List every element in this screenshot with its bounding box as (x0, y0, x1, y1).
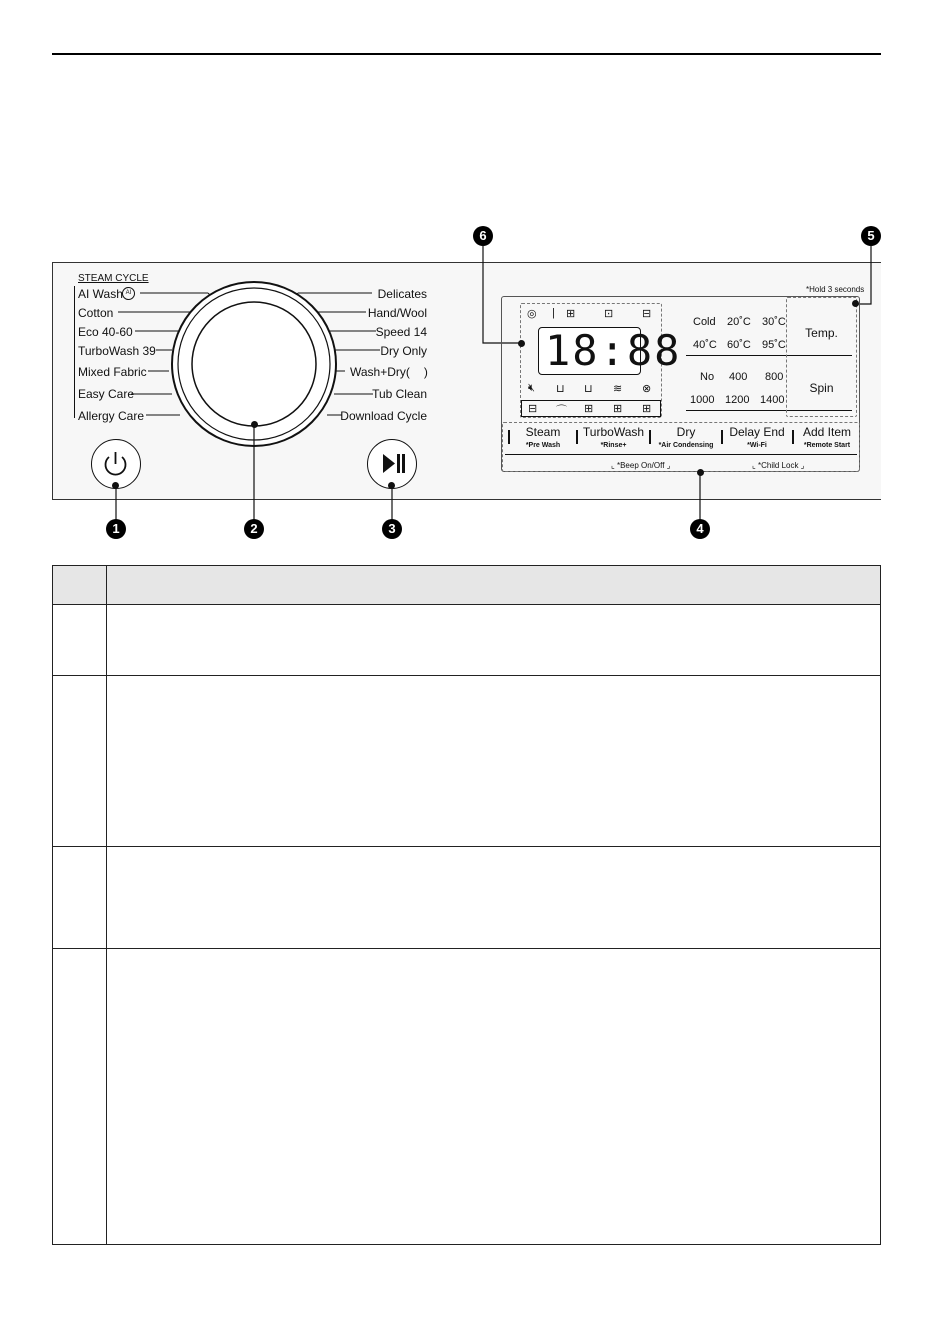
stage-end-icon: ⊞ (642, 403, 652, 415)
buttons-underline (505, 454, 857, 455)
steam-indicator (508, 430, 510, 444)
program-cotton: Cotton (78, 306, 114, 320)
temp-20: 20˚C (727, 316, 751, 328)
table-row (53, 605, 881, 676)
program-allergy-care: Allergy Care (78, 409, 145, 423)
ai-wash-icon: AI (122, 287, 135, 300)
temp-cold: Cold (693, 316, 716, 328)
spin-1400: 1400 (760, 394, 785, 406)
dial-pointer-dot (251, 421, 258, 428)
callout-2: 2 (244, 519, 264, 539)
spin-button[interactable]: Spin (809, 381, 834, 395)
temp-30: 30˚C (762, 316, 786, 328)
dry-indicator (649, 430, 651, 444)
add-item-button[interactable]: Add Item *Remote Start (802, 425, 852, 449)
table-row (53, 949, 881, 1245)
ai-icon: ◎ (527, 308, 537, 320)
program-download-cycle: Download Cycle (340, 409, 427, 423)
program-turbowash: TurboWash 39 (78, 344, 156, 358)
steam-icon: ⊡ (604, 308, 614, 320)
wifi-icon: ≋ (613, 383, 623, 395)
dry-button[interactable]: Dry *Air Condensing (658, 425, 714, 449)
callout-1: 1 (106, 519, 126, 539)
program-hand-wool: Hand/Wool (367, 306, 427, 320)
table-header-row (53, 566, 881, 605)
program-speed: Speed 14 (375, 325, 427, 339)
display-callout-dot (518, 340, 525, 347)
stage-rinse-icon: ⊞ (613, 403, 623, 415)
program-delicates: Delicates (377, 287, 427, 301)
spin-400: 400 (729, 371, 748, 383)
turbowash-indicator (576, 430, 578, 444)
temp-40: 40˚C (693, 339, 717, 351)
program-ai-wash: AI Wash (78, 287, 123, 301)
start-dot (388, 482, 395, 489)
temp-spin-buttons-area (786, 297, 857, 417)
temp-callout-dot (852, 300, 859, 307)
steam-cycle-heading: STEAM CYCLE (78, 273, 149, 284)
child-lock-note: ⌞ *Child Lock ⌟ (752, 461, 805, 470)
beep-note: ⌞ *Beep On/Off ⌟ (611, 461, 671, 470)
spin-no: No (700, 371, 715, 383)
basin-icon: ⊔ (556, 383, 565, 395)
delay-end-button[interactable]: Delay End *Wi-Fi (729, 425, 785, 449)
rinse-icon: ⊟ (642, 308, 652, 320)
spin-1200: 1200 (725, 394, 750, 406)
table-header-cell-description (107, 566, 881, 605)
table-header-cell-number (53, 566, 107, 605)
divider-icon: | (552, 307, 555, 319)
power-icon (92, 440, 139, 487)
program-easy-care: Easy Care (78, 387, 135, 401)
program-wash-dry: Wash+Dry( ) (350, 365, 428, 379)
steam-button[interactable]: Steam *Pre Wash (525, 425, 561, 449)
callout-6: 6 (473, 226, 493, 246)
program-mixed-fabric: Mixed Fabric (78, 365, 147, 379)
tub-icon: ⊔ (584, 383, 593, 395)
delay-indicator (721, 430, 723, 444)
lock-icon: ⊗ (642, 383, 652, 395)
play-pause-icon (368, 440, 415, 487)
program-eco: Eco 40-60 (78, 325, 133, 339)
spin-800: 800 (765, 371, 784, 383)
table-row (53, 676, 881, 847)
mute-icon: 🔇︎ (528, 382, 535, 394)
spin-1000: 1000 (690, 394, 715, 406)
prewash-icon: ⊞ (566, 308, 576, 320)
buttons-callout-dot (697, 469, 704, 476)
temp-60: 60˚C (727, 339, 751, 351)
description-table (52, 565, 881, 1245)
time-display: 18:88 (538, 327, 641, 375)
program-dry-only: Dry Only (380, 344, 427, 358)
stage-spin-icon: ⊞ (584, 403, 594, 415)
hold-note: *Hold 3 seconds (806, 285, 865, 294)
dial-graphics (0, 0, 934, 560)
stage-dry-icon: ⌒ (556, 405, 567, 417)
table-row (53, 847, 881, 949)
callout-4: 4 (690, 519, 710, 539)
callout-3: 3 (382, 519, 402, 539)
additem-indicator (792, 430, 794, 444)
temp-95: 95˚C (762, 339, 786, 351)
temp-button[interactable]: Temp. (805, 326, 838, 340)
power-dot (112, 482, 119, 489)
turbowash-button[interactable]: TurboWash *Rinse+ (582, 425, 645, 449)
program-tub-clean: Tub Clean (372, 387, 427, 401)
callout-5: 5 (861, 226, 881, 246)
stage-wash-icon: ⊟ (528, 403, 538, 415)
